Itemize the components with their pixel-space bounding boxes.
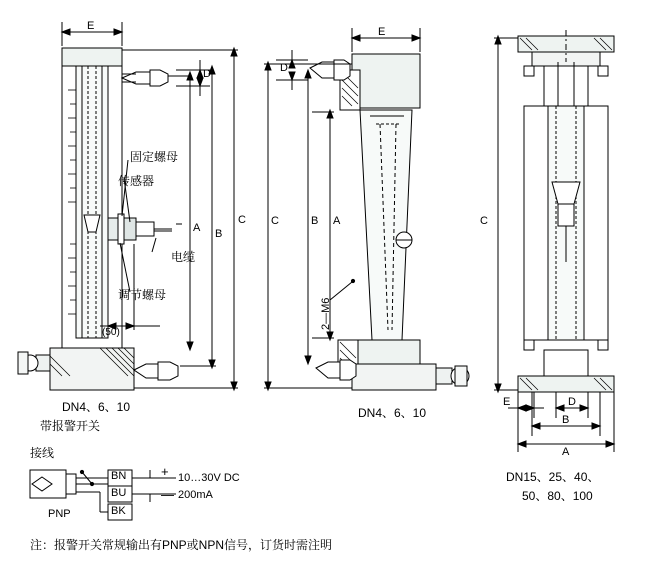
- caption-right-line2: 50、80、100: [522, 489, 593, 503]
- supply-current-label: 200mA: [178, 489, 213, 501]
- dim-label-right-C: C: [480, 215, 488, 227]
- dim-label-mid-E: E: [378, 26, 386, 38]
- dim-label-right-B: B: [562, 414, 570, 426]
- callout-2-M6: 2—M6: [320, 297, 332, 330]
- figure-note: 注：报警开关常规输出有PNP或NPN信号，订货时需注明: [30, 538, 333, 552]
- supply-voltage-label: 10…30V DC: [178, 472, 240, 484]
- caption-left-line2: 带报警开关: [40, 419, 101, 433]
- caption-left-line1: DN4、6、10: [62, 400, 131, 414]
- caption-mid-line1: DN4、6、10: [358, 406, 427, 420]
- dim-label-left-D: D: [203, 68, 211, 80]
- dim-label-left-A: A: [193, 222, 201, 234]
- dim-label-right-A: A: [562, 446, 570, 458]
- terminal-bu-label: BU: [111, 487, 127, 499]
- callout-adjust-nut: 调节螺母: [118, 288, 167, 302]
- supply-plus-sign: +: [161, 464, 169, 479]
- dim-label-mid-A: A: [333, 215, 341, 227]
- dim-label-left-50: (50): [102, 327, 120, 338]
- dim-label-left-E: E: [87, 20, 95, 32]
- dim-label-right-D: D: [568, 396, 576, 408]
- caption-right-line1: DN15、25、40、: [506, 470, 600, 484]
- terminal-bk-label: BK: [111, 505, 126, 517]
- terminal-bn-label: BN: [111, 470, 127, 482]
- dim-label-right-E: E: [503, 396, 511, 408]
- wiring-sensor-type-label: PNP: [48, 508, 71, 520]
- supply-minus-sign: —: [161, 487, 174, 502]
- wiring-title: 接线: [30, 446, 55, 460]
- callout-cable: 电缆: [171, 250, 196, 264]
- dim-label-mid-D: D: [280, 62, 288, 74]
- dim-label-left-B: B: [215, 228, 223, 240]
- dim-label-mid-C: C: [271, 215, 279, 227]
- dim-label-left-C: C: [238, 214, 246, 226]
- callout-fixed-nut: 固定螺母: [130, 150, 179, 164]
- callout-sensor: 传感器: [118, 174, 155, 188]
- dim-label-mid-B: B: [311, 215, 319, 227]
